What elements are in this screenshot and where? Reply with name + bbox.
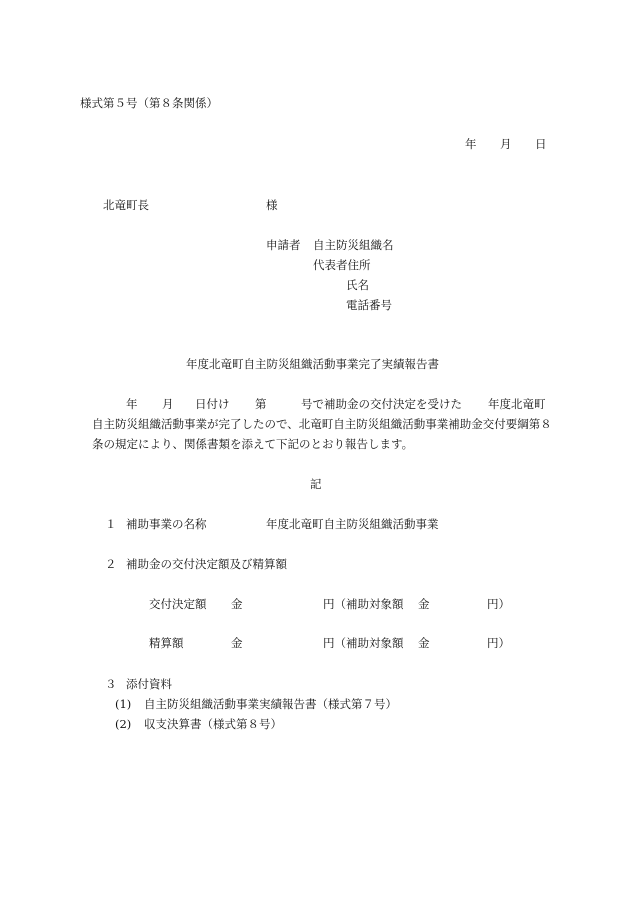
amount-row-yen: 円（補助対象額 [323, 597, 404, 611]
body-decision-text: 号で補助金の交付決定を受けた [301, 397, 462, 411]
amount-row-kin: 金 [231, 636, 243, 650]
amount-row-yen-close: 円） [487, 636, 510, 650]
amount-row-label: 精算額 [149, 636, 184, 650]
date-year-label: 年 [465, 137, 477, 151]
body-day: 日付け [195, 397, 230, 411]
item-2-label: 補助金の交付決定額及び精算額 [126, 557, 287, 571]
attachment-text: 自主防災組織活動事業実績報告書（様式第７号） [144, 697, 397, 711]
amount-row-kin2: 金 [418, 597, 430, 611]
amount-row-yen-close: 円） [487, 597, 510, 611]
phone-label: 電話番号 [346, 298, 392, 312]
body-line-3: 条の規定により、関係書類を添えて下記のとおり報告します。 [92, 437, 414, 451]
item-1-value: 年度北竜町自主防災組織活動事業 [266, 517, 439, 531]
name-label: 氏名 [346, 278, 369, 292]
rep-address-label: 代表者住所 [313, 258, 371, 272]
item-3-label: 添付資料 [126, 677, 172, 691]
date-day-label: 日 [535, 137, 547, 151]
addressee-name: 北竜町長 [103, 198, 149, 212]
amount-row-kin2: 金 [418, 636, 430, 650]
attachment-number: (1) [115, 697, 132, 711]
body-line-2: 自主防災組織活動事業が完了したので、北竜町自主防災組織活動事業補助金交付要綱第８ [92, 417, 552, 431]
body-month: 月 [162, 397, 174, 411]
ki-heading: 記 [310, 477, 322, 491]
item-1-label: 補助事業の名称 [126, 517, 207, 531]
attachment-number: (2) [115, 717, 132, 731]
form-number: 様式第５号（第８条関係） [80, 96, 218, 110]
amount-row-kin: 金 [231, 597, 243, 611]
amount-row-yen: 円（補助対象額 [323, 636, 404, 650]
body-year: 年 [126, 397, 138, 411]
date-month-label: 月 [500, 137, 512, 151]
amount-row-label: 交付決定額 [149, 597, 207, 611]
item-2-number: ２ [105, 557, 117, 571]
item-1-number: １ [105, 517, 117, 531]
body-fiscal-year: 年度北竜町 [488, 397, 546, 411]
attachment-text: 収支決算書（様式第８号） [144, 717, 282, 731]
applicant-label: 申請者 [266, 238, 301, 252]
addressee-honorific: 様 [266, 198, 278, 212]
item-3-number: ３ [105, 677, 117, 691]
body-number-prefix: 第 [255, 397, 267, 411]
org-name-label: 自主防災組織名 [313, 238, 394, 252]
document-title: 年度北竜町自主防災組織活動事業完了実績報告書 [186, 357, 439, 371]
